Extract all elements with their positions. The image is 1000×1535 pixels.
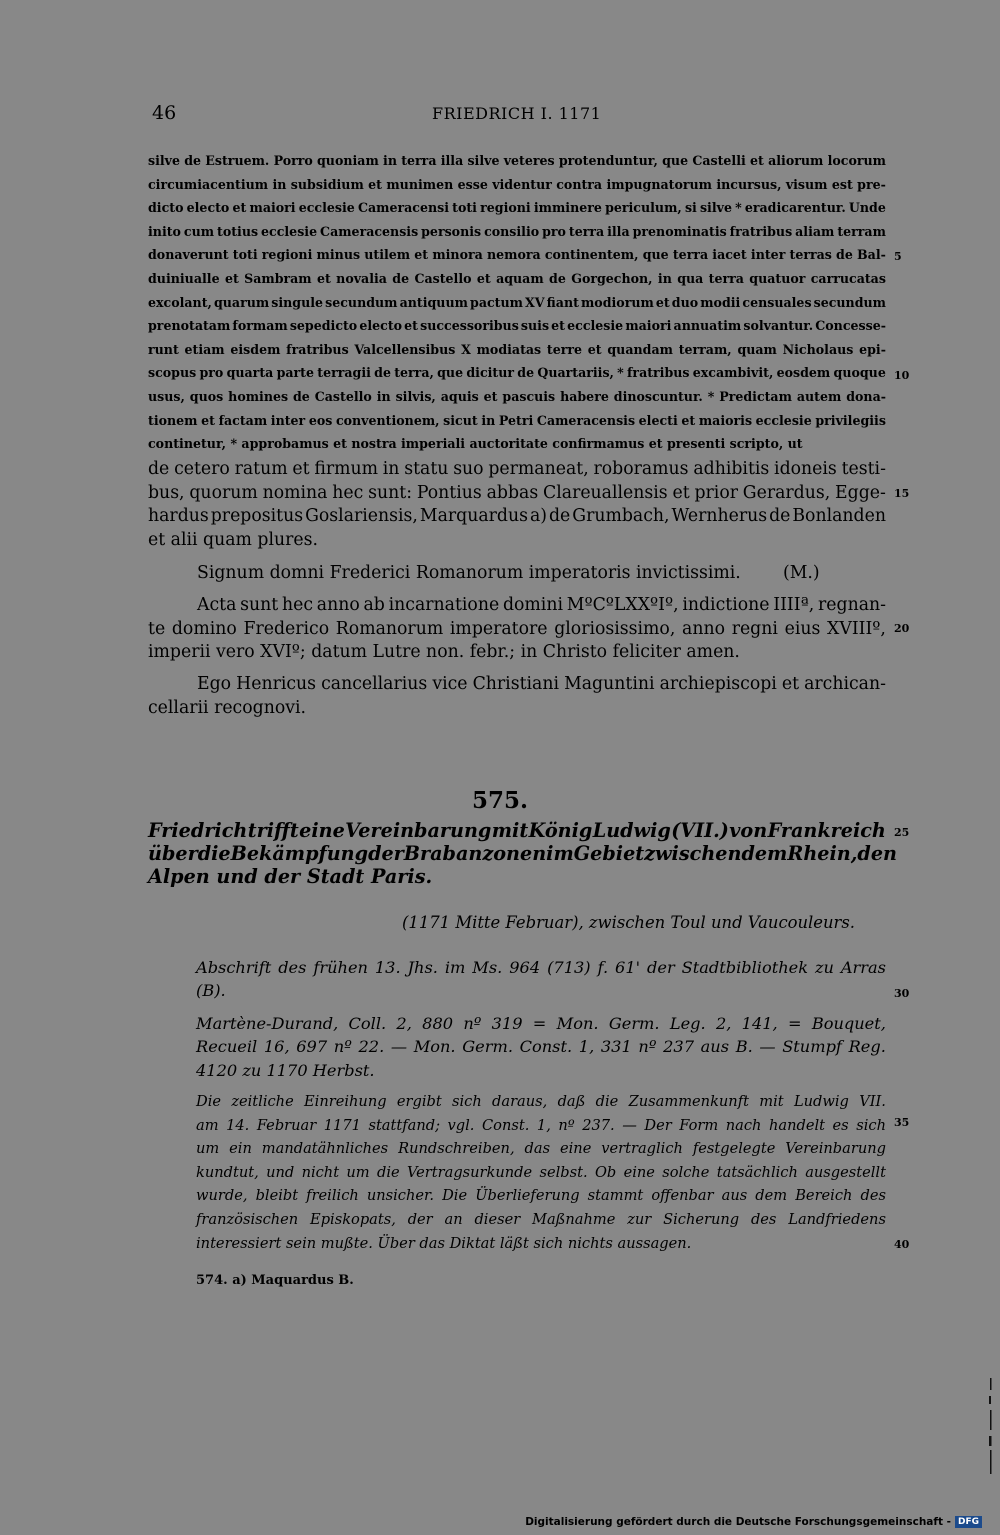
- footer-credit: [525, 1516, 982, 1528]
- footer-credit-text: Digitalisierung gefördert durch die Deutsche Forschungsgemeinschaft -: [525, 1516, 951, 1528]
- text-line: bus, quorum nomina hec sunt: Pontius abbas Clareuallensis et prior Gerardus, Egge-: [148, 482, 886, 503]
- text-line: am 14. Februar 1171 stattfand; vgl. Const. 1, nº 237. — Der Form nach handelt es sich: [196, 1116, 886, 1134]
- tradition-paragraph: [196, 956, 886, 1003]
- text-line: Alpen und der Stadt Paris.: [148, 865, 433, 889]
- text-line: usus, quos homines de Castello in silvis, aquis et pascuis habere dinoscuntur. * Predictam autem dona-: [148, 388, 886, 404]
- text-line: silve de Estruem. Porro quoniam in terra illa silve veteres protenduntur, que Castelli et aliorum locorum: [148, 153, 886, 168]
- text-line: Acta sunt hec anno ab incarnatione domini MºCºLXXºIº, indictione IIIIª, regnan-: [197, 595, 886, 615]
- text-line: kundtut, und nicht um die Vertragsurkunde selbst. Ob eine solche tatsächlich ausgestellt: [196, 1163, 886, 1181]
- charter-text-small: [148, 149, 886, 456]
- text-line: Friedrich trifft eine Vereinbarung mit König Ludwig (VII.) von Frankreich: [148, 819, 886, 842]
- text-line: continetur, * approbamus et nostra imperiali auctoritate confirmamus et presenti scripto, ut: [148, 436, 803, 452]
- monogram-mark: (M.): [783, 563, 820, 583]
- text-line: excolant, quarum singule secundum antiquum pactum XV fiant modiorum et duo modii censuales secundum: [148, 294, 886, 310]
- text-line: interessiert sein mußte. Über das Diktat läßt sich nichts aussagen.: [196, 1234, 692, 1252]
- charter-text-normal: [148, 458, 886, 552]
- recognitio-paragraph: [148, 673, 886, 720]
- text-line: 4120 zu 1170 Herbst.: [196, 1060, 375, 1080]
- line-number: 10: [894, 369, 910, 382]
- dfg-logo: DFG: [955, 1516, 982, 1528]
- page-number: 46: [152, 102, 177, 124]
- text-line: hardus prepositus Goslariensis, Marquardus a) de Grumbach, Wernherus de Bonlanden: [148, 506, 886, 526]
- text-line: cellarii recognovi.: [148, 697, 307, 718]
- line-number: 40: [894, 1238, 910, 1251]
- text-line: Martène-Durand, Coll. 2, 880 nº 319 = Mon. Germ. Leg. 2, 141, = Bouquet,: [196, 1014, 886, 1033]
- text-line: runt etiam eisdem fratribus Valcellensibus X modiatas terre et quandam terram, quam Nicholaus epi-: [148, 341, 886, 357]
- text-line: Die zeitliche Einreihung ergibt sich daraus, daß die Zusammenkunft mit Ludwig VII.: [196, 1093, 886, 1110]
- text-line: wurde, bleibt freilich unsicher. Die Überlieferung stammt offenbar aus dem Bereich des: [196, 1187, 886, 1205]
- text-line: imperii vero XVIº; datum Lutre non. febr.; in Christo feliciter amen.: [148, 642, 740, 662]
- text-line: circumiacentium in subsidium et munimen esse videntur contra impugnatorum incursus, visum est pre-: [148, 176, 886, 192]
- text-line: de cetero ratum et firmum in statu suo permaneat, roboramus adhibitis idoneis testi-: [148, 459, 886, 479]
- text-line: um ein mandatähnliches Rundschreiben, das eine vertraglich festgelegte Vereinbarung: [196, 1140, 886, 1158]
- text-line: te domino Frederico Romanorum imperatore gloriosissimo, anno regni eius XVIIIº,: [148, 618, 886, 639]
- signum-text: Signum domni Frederici Romanorum imperatoris invictissimi.: [197, 563, 741, 583]
- text-line: donaverunt toti regioni minus utilem et minora nemora continentem, que terra iacet inter terras de Bal-: [148, 247, 886, 263]
- text-line: Abschrift des frühen 13. Jhs. im Ms. 964 (713) f. 61' der Stadtbibliothek zu Arras: [196, 958, 886, 977]
- line-number: 15: [894, 487, 910, 500]
- text-line: tionem et factam inter eos conventionem, sicut in Petri Cameracensis electi et maioris ecclesie privilegiis: [148, 412, 886, 428]
- text-line: dicto electo et maiori ecclesie Cameracensi toti regioni imminere periculum, si silve * eradicarentur. Unde: [148, 200, 886, 216]
- line-number: 30: [894, 987, 910, 1000]
- line-number: 5: [894, 250, 902, 263]
- text-line: duiniualle et Sambram et novalia de Castello et aquam de Gorgechon, in qua terra quatuor carrucatas: [148, 270, 886, 286]
- footnote: 574. a) Maquardus B.: [196, 1273, 354, 1288]
- regest-heading: [148, 819, 897, 889]
- running-title: FRIEDRICH I. 1171: [432, 104, 602, 123]
- text-line: et alii quam plures.: [148, 529, 318, 550]
- text-line: Recueil 16, 697 nº 22. — Mon. Germ. Const. 1, 331 nº 237 aus B. — Stumpf Reg.: [196, 1037, 886, 1057]
- text-line: über die Bekämpfung der Brabanzonen im Gebiet zwischen dem Rhein, den: [148, 842, 897, 866]
- editions-paragraph: [196, 1012, 886, 1082]
- dating-line: (1171 Mitte Februar), zwischen Toul und Vaucouleurs.: [402, 913, 855, 932]
- scan-edge-marks: [986, 1378, 996, 1478]
- text-line: prenotatam formam sepedicto electo et successoribus suis et ecclesie maiori annuatim solvantur. Concesse-: [148, 318, 886, 334]
- text-line: inito cum totius ecclesie Cameracensis personis consilio pro terra illa prenominatis fratribus aliam terram: [148, 223, 886, 239]
- commentary-paragraph: [196, 1090, 886, 1255]
- text-line: französischen Episkopats, der an dieser Maßnahme zur Sicherung des Landfriedens: [196, 1210, 886, 1228]
- text-line: (B).: [196, 981, 226, 1001]
- text-line: scopus pro quarta parte terragii de terra, que dicitur de Quartariis, * fratribus excambivit, eosdem quoque: [148, 365, 886, 381]
- document-number: 575.: [471, 787, 529, 814]
- line-number: 25: [894, 826, 910, 839]
- acta-paragraph: [148, 594, 886, 665]
- line-number: 35: [894, 1116, 910, 1129]
- text-line: Ego Henricus cancellarius vice Christiani Maguntini archiepiscopi et archican-: [197, 674, 886, 694]
- line-number: 20: [894, 622, 910, 635]
